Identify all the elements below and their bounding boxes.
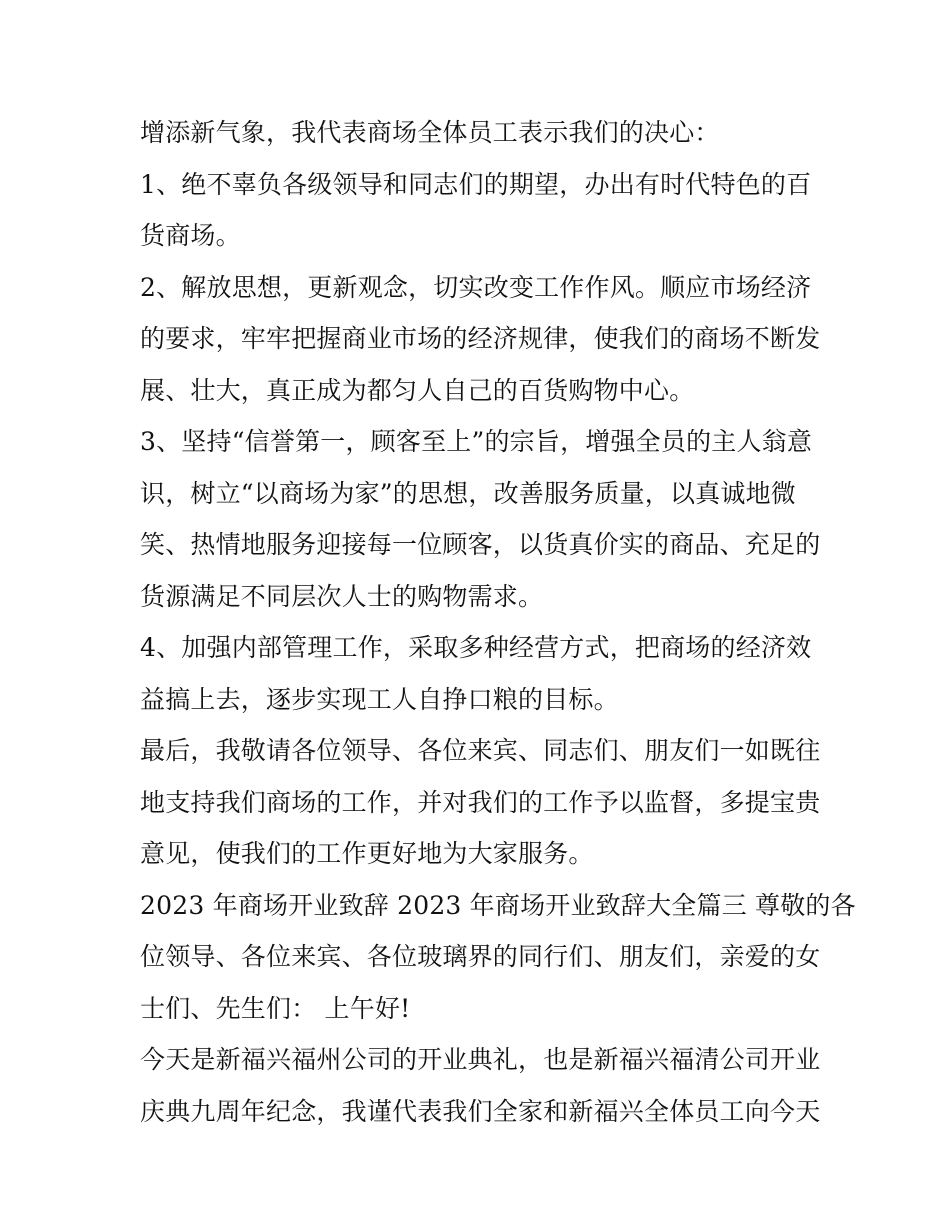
text-line: 2023 年商场开业致辞 2023 年商场开业致辞大全篇三 尊敬的各 [140,890,856,920]
text-line: 展、壮大，真正成为都匀人自己的百货购物中心。 [140,375,695,405]
text-line: 识，树立“以商场为家”的思想，改善服务质量，以真诚地微 [140,478,796,508]
text-line: 士们、先生们： 上午好! [140,993,411,1023]
text-line: 货商场。 [140,221,241,250]
text-line: 2、解放思想，更新观念，切实改变工作作风。顺应市场经济 [140,272,812,302]
text-line: 货源满足不同层次人士的购物需求。 [140,581,544,611]
document-body [140,107,856,1137]
text-line: 1、绝不辜负各级领导和同志们的期望，办出有时代特色的百 [140,169,812,199]
text-line: 4、加强内部管理工作，采取多种经营方式，把商场的经济效 [140,633,812,662]
text-line: 地支持我们商场的工作，并对我们的工作予以监督，多提宝贵 [140,787,821,817]
text-line: 位领导、各位来宾、各位玻璃界的同行们、朋友们，亲爱的女 [140,942,821,971]
text-line: 增添新气象，我代表商场全体员工表示我们的决心： [140,118,720,147]
text-line: 的要求，牢牢把握商业市场的经济规律，使我们的商场不断发 [140,324,821,353]
text-line: 益搞上去，逐步实现工人自挣口粮的目标。 [140,684,619,714]
text-line: 笑、热情地服务迎接每一位顾客，以货真价实的商品、充足的 [140,530,821,559]
text-line: 意见，使我们的工作更好地为大家服务。 [140,839,594,868]
text-line: 今天是新福兴福州公司的开业典礼，也是新福兴福清公司开业 [140,1045,821,1074]
text-line: 庆典九周年纪念，我谨代表我们全家和新福兴全体员工向今天 [140,1096,821,1126]
text-line: 最后，我敬请各位领导、各位来宾、同志们、朋友们一如既往 [140,736,821,765]
text-line: 3、坚持“信誉第一，顾客至上”的宗旨，增强全员的主人翁意 [140,427,813,456]
